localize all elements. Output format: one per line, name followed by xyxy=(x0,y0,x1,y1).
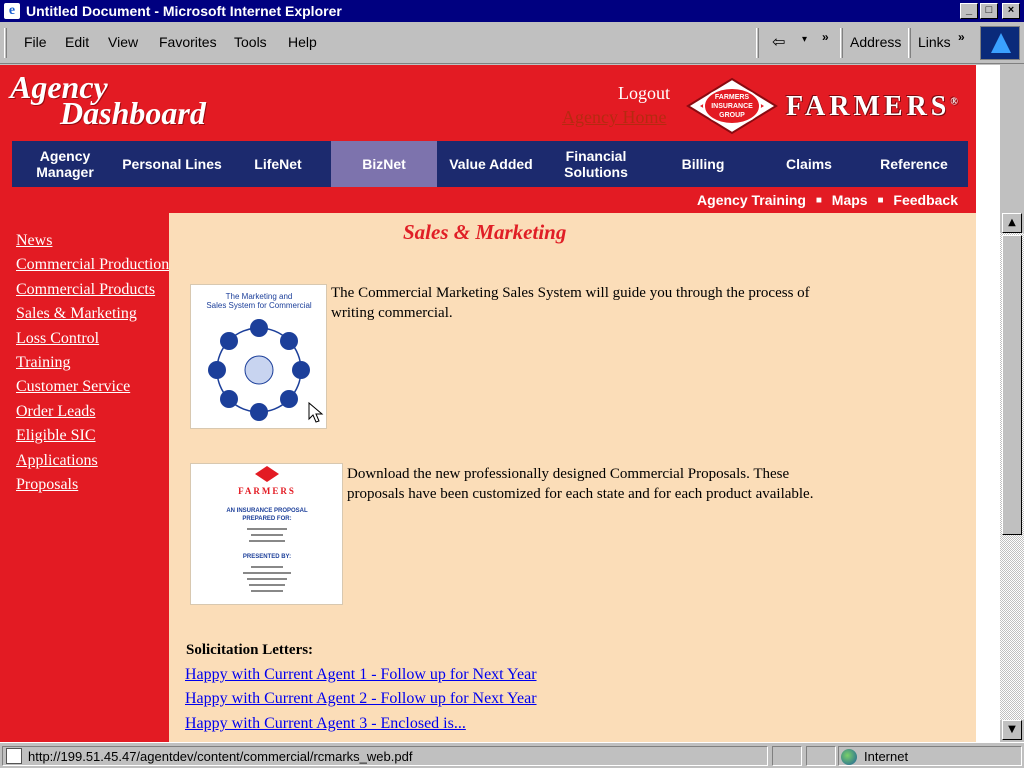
links-grip[interactable] xyxy=(908,28,911,58)
menu-favorites[interactable]: Favorites xyxy=(159,34,217,50)
sub-nav xyxy=(691,192,958,208)
internet-zone-icon xyxy=(841,749,857,765)
scroll-thumb[interactable] xyxy=(1002,235,1022,535)
farmers-badge-icon xyxy=(684,77,780,135)
nav-personal-lines[interactable]: Personal Lines xyxy=(122,156,222,172)
marketing-system-description: The Commercial Marketing Sales System will guide you through the process of writing commercial. xyxy=(331,285,810,321)
status-bar xyxy=(0,742,1024,768)
back-icon[interactable]: ⇦ xyxy=(772,32,786,51)
logo-agency[interactable]: Agency xyxy=(10,69,108,105)
agency-home-link[interactable]: Agency Home xyxy=(562,107,667,127)
subnav-separator: ■ xyxy=(877,195,884,206)
logout-link[interactable]: Logout xyxy=(618,83,670,103)
thumb1-caption-a: The Marketing and xyxy=(225,292,293,301)
menu-help[interactable]: Help xyxy=(288,34,317,50)
subnav-separator: ■ xyxy=(815,195,822,206)
content-panel xyxy=(169,213,976,742)
subnav-feedback[interactable]: Feedback xyxy=(893,192,958,208)
nav-agency-manager[interactable]: Agency Manager xyxy=(36,148,94,180)
thumb1-caption-b: Sales System for Commercial xyxy=(206,301,312,310)
maximize-button[interactable]: □ xyxy=(980,3,998,19)
proposals-description: Download the new professionally designed Commercial Proposals. These proposals have been customized for each state and for each product available. xyxy=(347,466,814,502)
registered-mark: ® xyxy=(950,96,962,108)
menu-edit[interactable]: Edit xyxy=(65,34,90,50)
badge-line-3: GROUP xyxy=(719,112,745,119)
thumb2-line-1: AN INSURANCE PROPOSAL xyxy=(226,508,308,514)
back-dropdown-icon[interactable]: ▾ xyxy=(802,34,808,45)
sidebar-item-training[interactable]: Training xyxy=(16,353,71,371)
sidebar-item-proposals[interactable]: Proposals xyxy=(16,475,79,493)
marketing-system-thumbnail[interactable] xyxy=(190,284,327,429)
sidebar-item-order-leads[interactable]: Order Leads xyxy=(16,402,96,420)
status-cell-2 xyxy=(772,746,802,766)
nav-biznet[interactable]: BizNet xyxy=(331,141,437,187)
nav-billing[interactable]: Billing xyxy=(681,156,725,172)
farmers-brand xyxy=(786,91,962,123)
scroll-up-icon[interactable]: ▲ xyxy=(1002,213,1022,233)
address-grip[interactable] xyxy=(840,28,843,58)
nav-claims[interactable]: Claims xyxy=(786,156,832,172)
nav-financial-solutions[interactable]: Financial Solutions xyxy=(564,148,628,180)
badge-line-2: INSURANCE xyxy=(711,103,753,110)
thumb2-line-3: PRESENTED BY: xyxy=(242,554,292,560)
sidebar-item-commercial-production[interactable]: Commercial Production xyxy=(16,256,170,274)
solicitation-heading: Solicitation Letters: xyxy=(186,642,314,658)
address-label[interactable]: Address xyxy=(850,34,902,50)
links-chevron-icon[interactable]: » xyxy=(958,30,965,44)
vertical-scrollbar[interactable] xyxy=(1000,211,1024,742)
sidebar-item-eligible-sic[interactable]: Eligible SIC xyxy=(16,427,96,445)
logo-dashboard[interactable]: Dashboard xyxy=(60,95,206,131)
thumb2-brand: FARMERS xyxy=(238,486,296,496)
sidebar xyxy=(16,232,169,500)
solicitation-link-3[interactable]: Happy with Current Agent 3 - Enclosed is... xyxy=(185,715,466,732)
menu-file[interactable]: File xyxy=(24,34,47,50)
window-title: Untitled Document - Microsoft Internet Explorer xyxy=(26,3,342,19)
page-margin xyxy=(976,65,1000,742)
badge-line-1: FARMERS xyxy=(714,94,750,101)
brand-name: FARMERS xyxy=(786,91,951,122)
sidebar-item-sales-marketing[interactable]: Sales & Marketing xyxy=(16,305,137,323)
close-button[interactable]: × xyxy=(1002,3,1020,19)
sidebar-item-applications[interactable]: Applications xyxy=(16,451,98,469)
minimize-button[interactable]: _ xyxy=(960,3,978,19)
nav-reference[interactable]: Reference xyxy=(880,156,948,172)
proposal-thumbnail[interactable] xyxy=(190,463,343,605)
sidebar-item-commercial-products[interactable]: Commercial Products xyxy=(16,280,156,298)
toolbar-grip[interactable] xyxy=(756,28,759,58)
title-bar xyxy=(0,0,1024,22)
thumb2-line-2: PREPARED FOR: xyxy=(242,516,292,522)
menu-grip[interactable] xyxy=(4,28,7,58)
ie-throbber-icon xyxy=(980,26,1020,60)
menu-bar xyxy=(0,22,1024,64)
nav-lifenet[interactable]: LifeNet xyxy=(254,156,302,172)
ie-window-icon[interactable]: e xyxy=(4,3,20,19)
toolbar-chevron-icon[interactable]: » xyxy=(822,30,829,44)
document-icon xyxy=(6,748,22,764)
security-zone: Internet xyxy=(864,749,909,764)
sidebar-item-news[interactable]: News xyxy=(16,232,53,249)
subnav-maps[interactable]: Maps xyxy=(831,192,868,208)
status-url: http://199.51.45.47/agentdev/content/commercial/rcmarks_web.pdf xyxy=(28,749,413,764)
page-body xyxy=(0,65,976,742)
sidebar-item-customer-service[interactable]: Customer Service xyxy=(16,378,131,396)
nav-value-added[interactable]: Value Added xyxy=(449,156,533,172)
sidebar-item-loss-control[interactable]: Loss Control xyxy=(16,329,100,347)
menu-tools[interactable]: Tools xyxy=(234,34,267,50)
main-nav xyxy=(12,141,968,187)
links-label[interactable]: Links xyxy=(918,34,951,50)
status-cell-3 xyxy=(806,746,836,766)
solicitation-link-1[interactable]: Happy with Current Agent 1 - Follow up for Next Year xyxy=(185,666,537,683)
browser-viewport xyxy=(0,65,1000,742)
scroll-down-icon[interactable]: ▼ xyxy=(1002,720,1022,740)
subnav-agency-training[interactable]: Agency Training xyxy=(697,192,806,208)
page-title: Sales & Marketing xyxy=(403,220,567,244)
solicitation-link-2[interactable]: Happy with Current Agent 2 - Follow up for Next Year xyxy=(185,690,537,707)
menu-view[interactable]: View xyxy=(108,34,139,50)
